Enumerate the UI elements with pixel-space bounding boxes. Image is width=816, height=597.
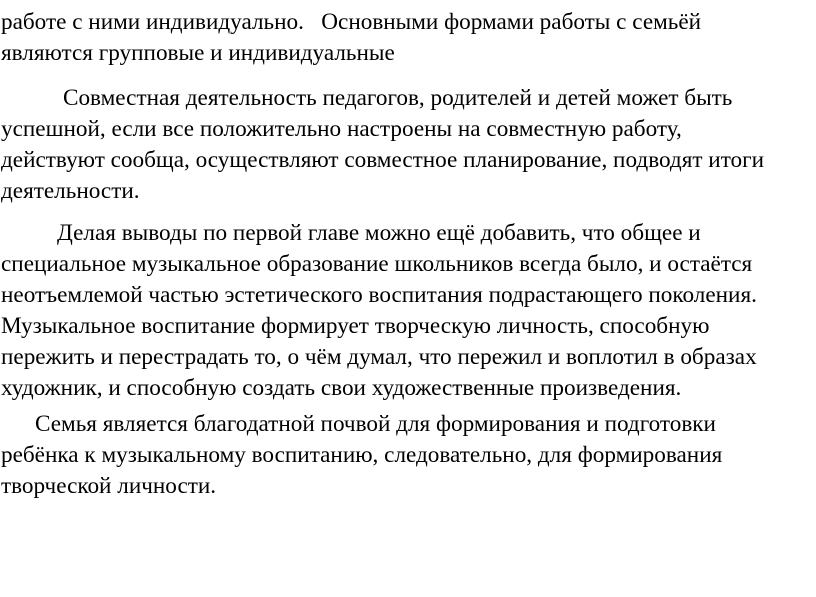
text-line: деятельности. [1, 178, 140, 204]
text-line: являются групповые и индивидуальные [1, 40, 395, 66]
text-line: Совместная деятельность педагогов, родителей и детей может быть [63, 85, 733, 111]
paragraph-family-foundation [1, 409, 809, 502]
text-line: ребёнка к музыкальному воспитанию, следовательно, для формирования [1, 442, 723, 468]
text-line: специальное музыкальное образование школьников всегда было, и остаётся [1, 251, 753, 277]
paragraph-family-work-forms [1, 7, 809, 69]
text-line: Семья является благодатной почвой для формирования и подготовки [35, 411, 716, 437]
text-line: Делая выводы по первой главе можно ещё добавить, что общее и [57, 220, 701, 246]
text-line: пережить и перестрадать то, о чём думал, что пережил и воплотил в образах [1, 344, 757, 370]
text-line: действуют сообща, осуществляют совместное планирование, подводят итоги [1, 147, 765, 173]
text-line: неотъемлемой частью эстетического воспитания подрастающего поколения. [1, 282, 757, 308]
text-line: творческой личности. [1, 473, 217, 499]
paragraph-joint-activity [1, 83, 809, 207]
text-line: Музыкальное воспитание формирует творческую личность, способную [1, 313, 710, 339]
text-line: успешной, если все положительно настроены на совместную работу, [1, 116, 682, 142]
text-line: художник, и способную создать свои художественные произведения. [1, 375, 682, 401]
paragraph-chapter-conclusions [1, 218, 809, 404]
text-line: работе с ними индивидуально. Основными формами работы с семьёй [1, 9, 702, 35]
